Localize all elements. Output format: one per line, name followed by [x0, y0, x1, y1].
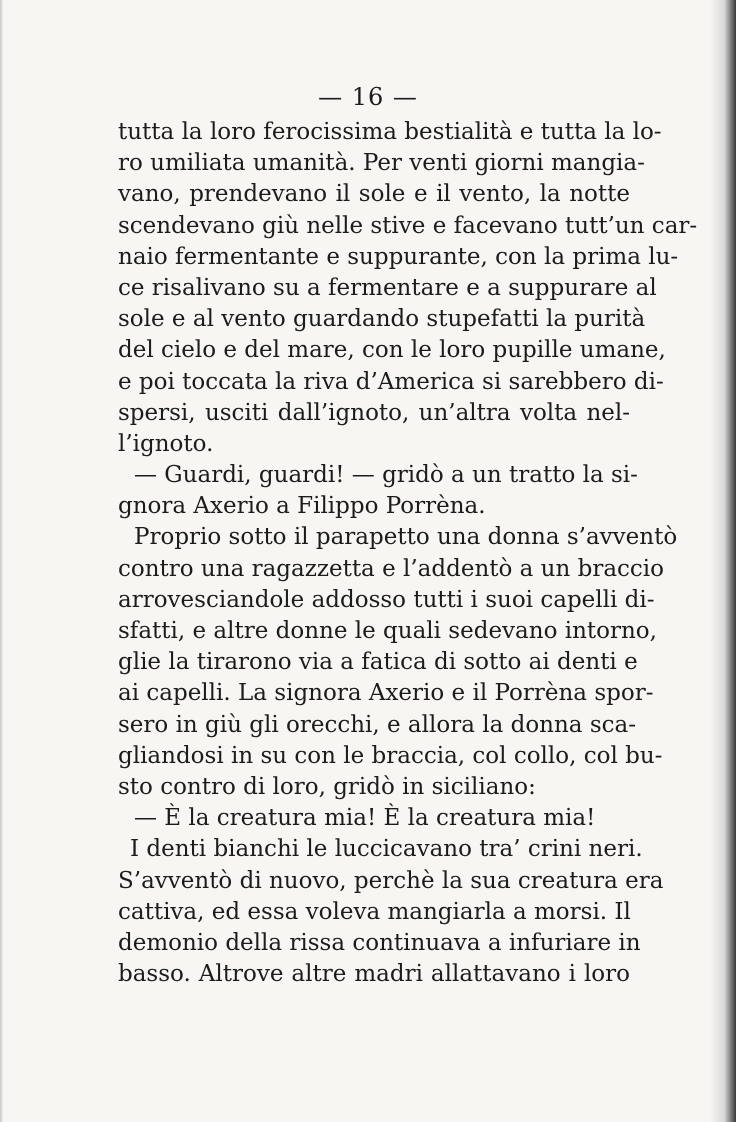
text-line: I denti bianchi le luccicavano tra’ crini neri.	[130, 836, 643, 863]
text-line: glie la tirarono via a fatica di sotto ai denti e	[118, 649, 638, 676]
text-line: ce risalivano su a fermentare e a suppurare al	[118, 274, 657, 301]
page-binding-shadow	[710, 0, 736, 1122]
text-line: — Guardi, guardi! — gridò a un tratto la si-	[134, 462, 638, 489]
page-left-edge	[0, 0, 3, 1122]
text-line: basso. Altrove altre madri allattavano i loro	[118, 961, 630, 988]
text-line: sero in giù gli orecchi, e allora la donna sca-	[118, 711, 636, 738]
body-text	[118, 117, 698, 990]
text-line: contro una ragazzetta e l’addentò a un braccio	[118, 555, 665, 582]
text-line: ai capelli. La signora Axerio e il Porrèna spor-	[118, 680, 654, 707]
text-line: gnora Axerio a Filippo Porrèna.	[118, 493, 486, 520]
text-line: scendevano giù nelle stive e facevano tutt’un car-	[118, 212, 698, 239]
text-line: sfatti, e altre donne le quali sedevano intorno,	[118, 618, 657, 644]
text-line: tutta la loro ferocissima bestialità e tutta la lo-	[118, 119, 662, 145]
text-line: naio fermentante e suppurante, con la prima lu-	[118, 243, 679, 270]
text-line: demonio della rissa continuava a infuriare in	[118, 929, 641, 956]
text-line: del cielo e del mare, con le loro pupille umane,	[118, 337, 666, 364]
text-line: ro umiliata umanità. Per venti giorni mangia-	[118, 150, 645, 177]
text-line: spersi, usciti dall’ignoto, un’altra volta nel-	[118, 399, 630, 426]
text-line: e poi toccata la riva d’America si sarebbero di-	[118, 368, 664, 395]
text-line: sto contro di loro, gridò in siciliano:	[118, 773, 536, 800]
page-number: — 16 —	[318, 83, 418, 111]
text-line: cattiva, ed essa voleva mangiarla a morsi. Il	[118, 898, 631, 925]
text-line: gliandosi in su con le braccia, col collo, col bu-	[118, 742, 663, 769]
text-line: arrovesciandole addosso tutti i suoi capelli di-	[118, 586, 655, 613]
text-line: vano, prendevano il sole e il vento, la notte	[118, 181, 630, 208]
text-line: sole e al vento guardando stupefatti la purità	[118, 306, 646, 333]
text-line: S’avventò di nuovo, perchè la sua creatura era	[118, 867, 664, 894]
text-line: — È la creatura mia! È la creatura mia!	[134, 805, 596, 832]
text-line: l’ignoto.	[118, 430, 214, 457]
text-line: Proprio sotto il parapetto una donna s’avventò	[134, 524, 678, 551]
